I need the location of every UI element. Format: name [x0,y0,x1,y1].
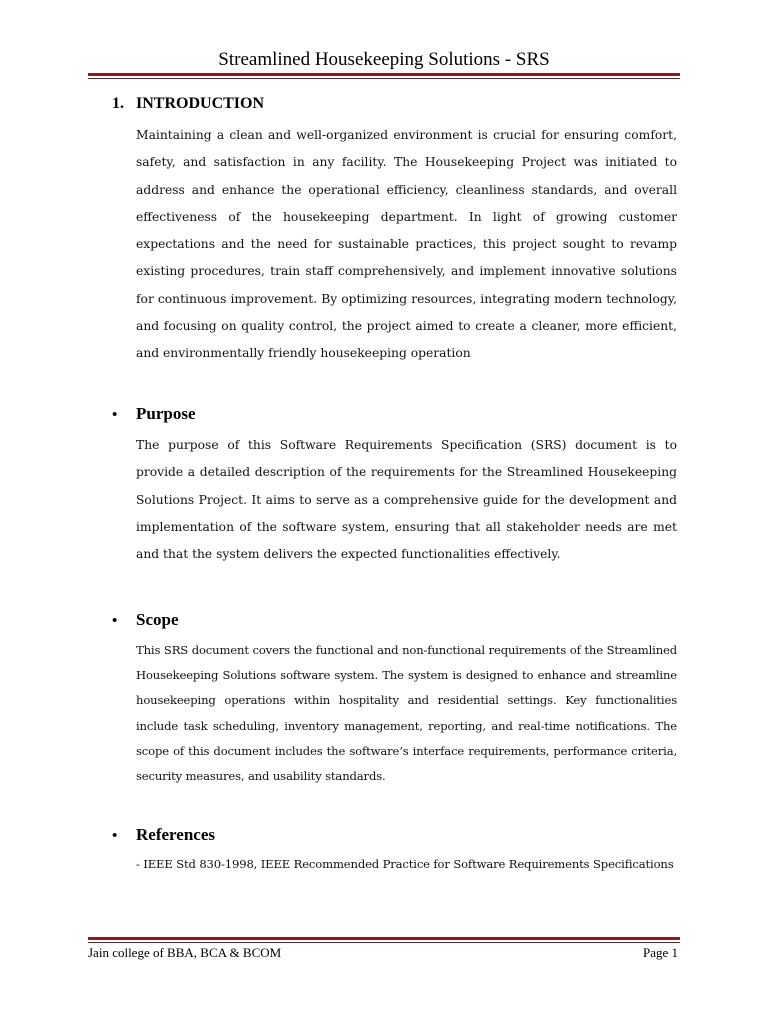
footer-page-number: Page 1 [642,945,678,960]
purpose-heading-text: Purpose [136,404,196,423]
references-item: - IEEE Std 830-1998, IEEE Recommended Practice for Software Requirements Specifications [136,857,674,871]
references-bullet: • [112,828,118,844]
scope-bullet: • [112,613,118,629]
footer-rule-thick [88,937,680,940]
page-header-title: Streamlined Housekeeping Solutions - SRS [218,49,550,70]
header-rule-thick [88,73,680,76]
scope-heading [112,609,179,632]
references-heading [112,824,215,847]
purpose-paragraph: The purpose of this Software Requirements Specification (SRS) document is to provide a detailed description of the requirements for the Streamlined Housekeeping Solutions Project. It aims to serve as a comprehensive guide for the development and implementation of the software system, ensuring that all stakeholder needs are met and that the system delivers the expected functionalities effectively. [136,438,677,562]
header-rule-thin [88,78,680,79]
introduction-number: 1. [112,95,124,112]
introduction-paragraph: Maintaining a clean and well-organized environment is crucial for ensuring comfort, safety, and satisfaction in any facility. The Housekeeping Project was initiated to address and enhance the operational efficiency, cleanliness standards, and overall effectiveness of the housekeeping department. In light of growing customer expectations and the need for sustainable practices, this project sought to revamp existing procedures, train staff comprehensively, and implement innovative solutions for continuous improvement. By optimizing resources, integrating modern technology, and focusing on quality control, the project aimed to create a cleaner, more efficient, and environmentally friendly housekeeping operation [136,128,677,361]
footer-rule-thin [88,942,680,943]
scope-heading-text: Scope [136,610,179,629]
references-heading-text: References [136,825,215,844]
scope-paragraph: This SRS document covers the functional and non-functional requirements of the Streamlined Housekeeping Solutions software system. The system is designed to enhance and streamline housekeeping operations within hospitality and residential settings. Key functionalities include task scheduling, inventory management, reporting, and real-time notifications. The scope of this document includes the software’s interface requirements, performance criteria, security measures, and usability standards. [136,643,677,784]
footer-institution: Jain college of BBA, BCA & BCOM [88,945,282,960]
purpose-heading [112,403,196,426]
introduction-heading-text: INTRODUCTION [136,95,265,112]
header-rule [88,73,680,79]
purpose-bullet: • [112,407,118,423]
footer-rule [88,937,680,943]
introduction-heading [112,93,264,115]
